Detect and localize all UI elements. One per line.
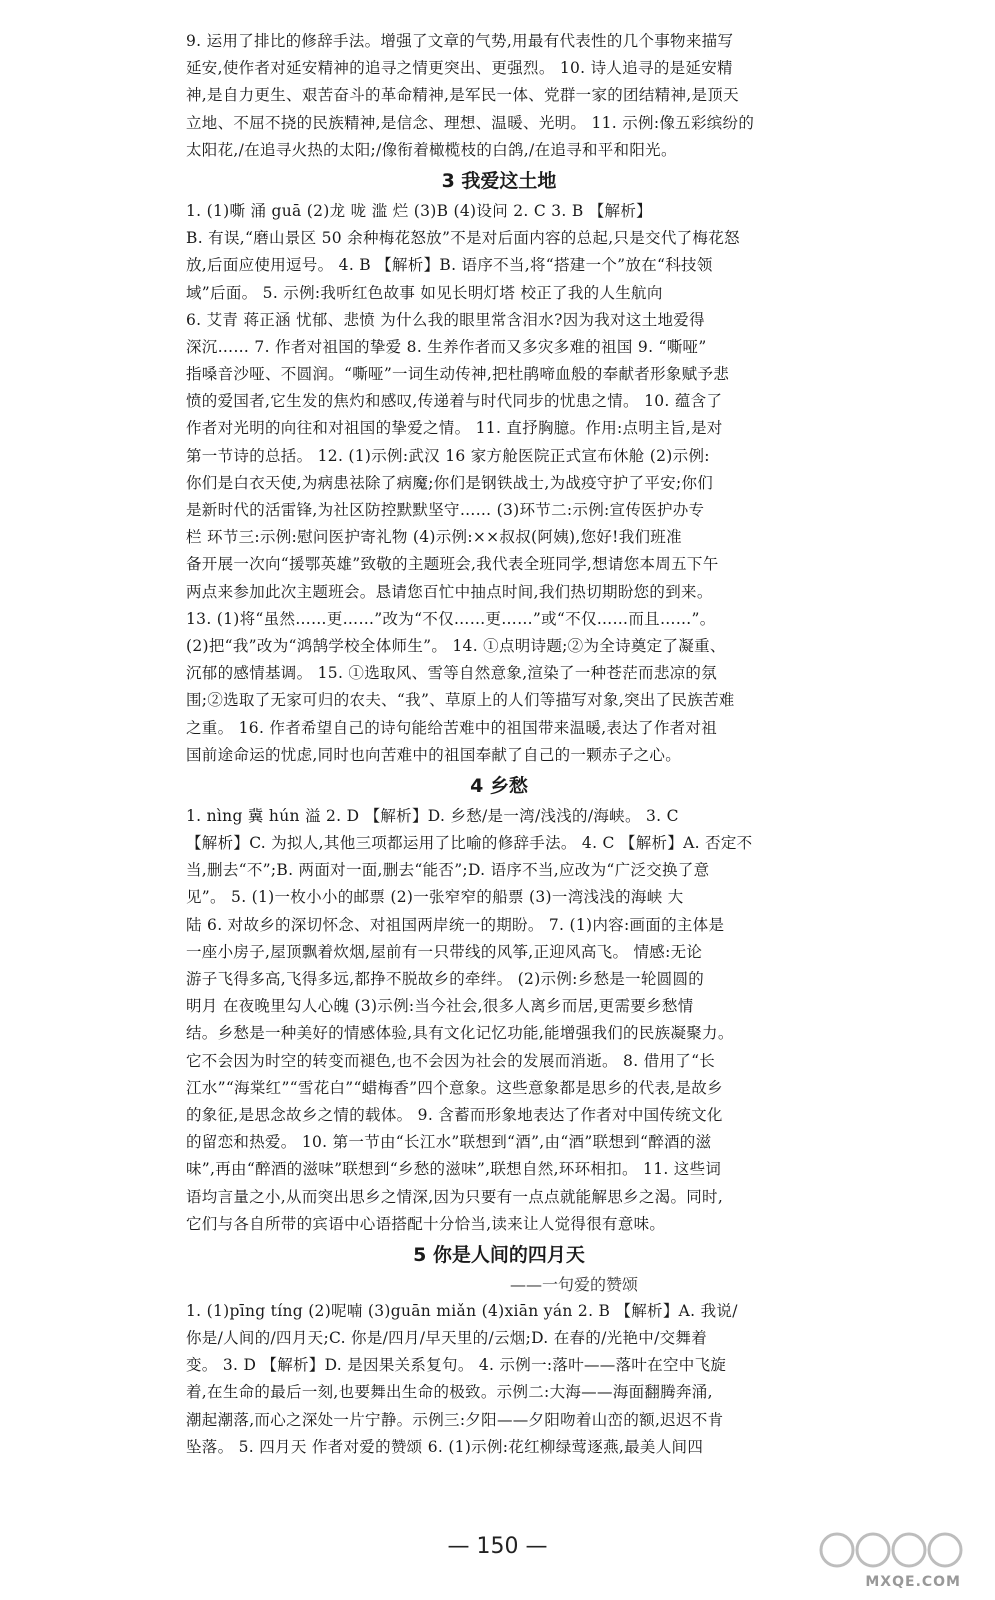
section-heading: 4 乡愁 bbox=[470, 774, 528, 797]
answer-line: 13. (1)将“虽然……更……”改为“不仅……更……”或“不仅……而且……”。 bbox=[186, 609, 716, 628]
answer-line: 延安,使作者对延安精神的追寻之情更突出、更强烈。 10. 诗人追寻的是延安精 bbox=[186, 59, 733, 78]
section-heading: 3 我爱这土地 bbox=[441, 169, 557, 192]
answer-line: 陆 6. 对故乡的深切怀念、对祖国两岸统一的期盼。 7. (1)内容:画面的主体是 bbox=[186, 915, 725, 934]
answer-line: 1. nìng 冀 hún 溢 2. D 【解析】D. 乡愁/是一湾/浅浅的/海峡。 3. C bbox=[186, 806, 679, 825]
answer-line: 域”后面。 5. 示例:我听红色故事 如见长明灯塔 校正了我的人生航向 bbox=[186, 283, 663, 302]
answer-line: 一座小房子,屋顶飘着炊烟,屋前有一只带线的风筝,正迎风高飞。 情感:无论 bbox=[186, 942, 703, 961]
answer-line: B. 有误,“磨山景区 50 余种梅花怒放”不是对后面内容的总起,只是交代了梅花怒 bbox=[186, 229, 740, 248]
answer-line: 1. (1)嘶 涌 guā (2)龙 咙 滥 烂 (3)B (4)设问 2. C 3. B 【解析】 bbox=[186, 201, 652, 220]
answer-line: 的象征,是思念故乡之情的载体。 9. 含蓄而形象地表达了作者对中国传统文化 bbox=[186, 1105, 723, 1124]
answer-line: 之重。 16. 作者希望自己的诗句能给苦难中的祖国带来温暖,表达了作者对祖 bbox=[186, 718, 718, 737]
answer-line: 深沉…… 7. 作者对祖国的挚爱 8. 生养作者而又多灾多难的祖国 9. “嘶哑” bbox=[186, 337, 707, 356]
answer-line: 语均言量之小,从而突出思乡之情深,因为只要有一点点就能解思乡之渴。同时, bbox=[186, 1187, 724, 1206]
answer-line: 潮起潮落,而心之深处一片宁静。示例三:夕阳——夕阳吻着山峦的额,迟迟不肯 bbox=[186, 1410, 724, 1429]
answer-line: 见”。 5. (1)一枚小小的邮票 (2)一张窄窄的船票 (3)一湾浅浅的海峡 大 bbox=[186, 888, 684, 907]
section-subtitle: ——一句爱的赞颂 bbox=[509, 1274, 638, 1294]
answer-line: 神,是自力更生、艰苦奋斗的革命精神,是军民一体、党群一家的团结精神,是顶天 bbox=[186, 86, 739, 105]
answer-line: 你们是白衣天使,为病患祛除了病魔;你们是钢铁战士,为战疫守护了平安;你们 bbox=[186, 473, 714, 492]
answer-line: (2)把“我”改为“鸿鹄学校全体师生”。 14. ①点明诗题;②为全诗奠定了凝重、 bbox=[186, 636, 726, 655]
answer-line: 当,删去“不”;B. 两面对一面,删去“能否”;D. 语序不当,应改为“广泛交换了意 bbox=[186, 861, 710, 880]
answer-line: 江水”“海棠红”“雪花白”“蜡梅香”四个意象。这些意象都是思乡的代表,是故乡 bbox=[186, 1078, 723, 1097]
page-number: — 150 — bbox=[447, 1534, 548, 1559]
answer-line: 它不会因为时空的转变而褪色,也不会因为社会的发展而消逝。 8. 借用了“长 bbox=[186, 1051, 716, 1070]
answer-line: 结。乡愁是一种美好的情感体验,具有文化记忆功能,能增强我们的民族凝聚力。 bbox=[186, 1024, 734, 1043]
answer-line: 游子飞得多高,飞得多远,都挣不脱故乡的牵绊。 (2)示例:乡愁是一轮圆圆的 bbox=[186, 970, 705, 988]
answer-line: 1. (1)pīng tíng (2)呢喃 (3)guān miǎn (4)xiān yán 2. B 【解析】A. 我说/ bbox=[186, 1301, 738, 1320]
answer-line: 第一节诗的总括。 12. (1)示例:武汉 16 家方舱医院正式宣布休舱 (2)示例: bbox=[186, 446, 710, 465]
answer-line: 的留恋和热爱。 10. 第一节由“长江水”联想到“酒”,由“酒”联想到“醉酒的滋 bbox=[186, 1133, 712, 1152]
answer-line: 愤的爱国者,它生发的焦灼和感叹,传递着与时代同步的忧患之情。 10. 蕴含了 bbox=[186, 392, 723, 411]
answer-line: 变。 3. D 【解析】D. 是因果关系复句。 4. 示例一:落叶——落叶在空中飞旋 bbox=[186, 1356, 727, 1375]
answer-line: 备开展一次向“援鄂英雄”致敬的主题班会,我代表全班同学,想请您本周五下午 bbox=[186, 555, 719, 574]
answer-line: 它们与各自所带的宾语中心语搭配十分恰当,读来让人觉得很有意味。 bbox=[186, 1214, 666, 1233]
answer-line: 栏 环节三:示例:慰问医护寄礼物 (4)示例:××叔叔(阿姨),您好!我们班准 bbox=[186, 528, 682, 547]
watermark-url: MXQE.COM bbox=[865, 1574, 961, 1590]
answer-line: 坠落。 5. 四月天 作者对爱的赞颂 6. (1)示例:花红柳绿莺逐燕,最美人间四 bbox=[186, 1437, 704, 1456]
answer-line: 作者对光明的向往和对祖国的挚爱之情。 11. 直抒胸臆。作用:点明主旨,是对 bbox=[186, 419, 723, 438]
answer-line: 【解析】C. 为拟人,其他三项都运用了比喻的修辞手法。 4. C 【解析】A. 否定不 bbox=[186, 834, 753, 853]
answer-line: 6. 艾青 蒋正涵 忧郁、悲愤 为什么我的眼里常含泪水?因为我对这土地爱得 bbox=[186, 310, 705, 329]
answer-line: 是新时代的活雷锋,为社区防控默默坚守…… (3)环节二:示例:宣传医护办专 bbox=[186, 501, 705, 519]
answer-line: 着,在生命的最后一刻,也要舞出生命的极致。示例二:大海——海面翻腾奔涌, bbox=[186, 1383, 713, 1402]
answer-line: 太阳花,/在追寻火热的太阳;/像衔着橄榄枝的白鸽,/在追寻和平和阳光。 bbox=[186, 140, 677, 159]
answer-line: 围;②选取了无家可归的农夫、“我”、草原上的人们等描写对象,突出了民族苦难 bbox=[186, 691, 735, 710]
answer-line: 味”,再由“醉酒的滋味”联想到“乡愁的滋味”,联想自然,环环相扣。 11. 这些词 bbox=[186, 1160, 722, 1179]
answer-line: 国前途命运的忧虑,同时也向苦难中的祖国奉献了自己的一颗赤子之心。 bbox=[186, 745, 682, 764]
answer-line: 两点来参加此次主题班会。恳请您百忙中抽点时间,我们热切期盼您的到来。 bbox=[186, 582, 713, 601]
answer-line: 沉郁的感情基调。 15. ①选取风、雪等自然意象,渲染了一种苍茫而悲凉的氛 bbox=[186, 664, 718, 683]
section-heading: 5 你是人间的四月天 bbox=[413, 1243, 585, 1266]
answer-content bbox=[186, 28, 812, 1461]
answer-line: 9. 运用了排比的修辞手法。增强了文章的气势,用最有代表性的几个事物来描写 bbox=[186, 32, 734, 50]
answer-line: 放,后面应使用逗号。 4. B 【解析】B. 语序不当,将“搭建一个”放在“科技领 bbox=[186, 256, 713, 275]
answer-line: 立地、不屈不挠的民族精神,是信念、理想、温暖、光明。 11. 示例:像五彩缤纷的 bbox=[186, 113, 755, 132]
answer-line: 指嗓音沙哑、不圆润。“嘶哑”一词生动传神,把杜鹃啼血般的奉献者形象赋予悲 bbox=[186, 365, 730, 384]
answer-line: 你是/人间的/四月天;C. 你是/四月/早天里的/云烟;D. 在春的/光艳中/交舞着 bbox=[186, 1329, 707, 1348]
answer-line: 明月 在夜晚里勾人心魄 (3)示例:当今社会,很多人离乡而居,更需要乡愁情 bbox=[186, 997, 694, 1016]
